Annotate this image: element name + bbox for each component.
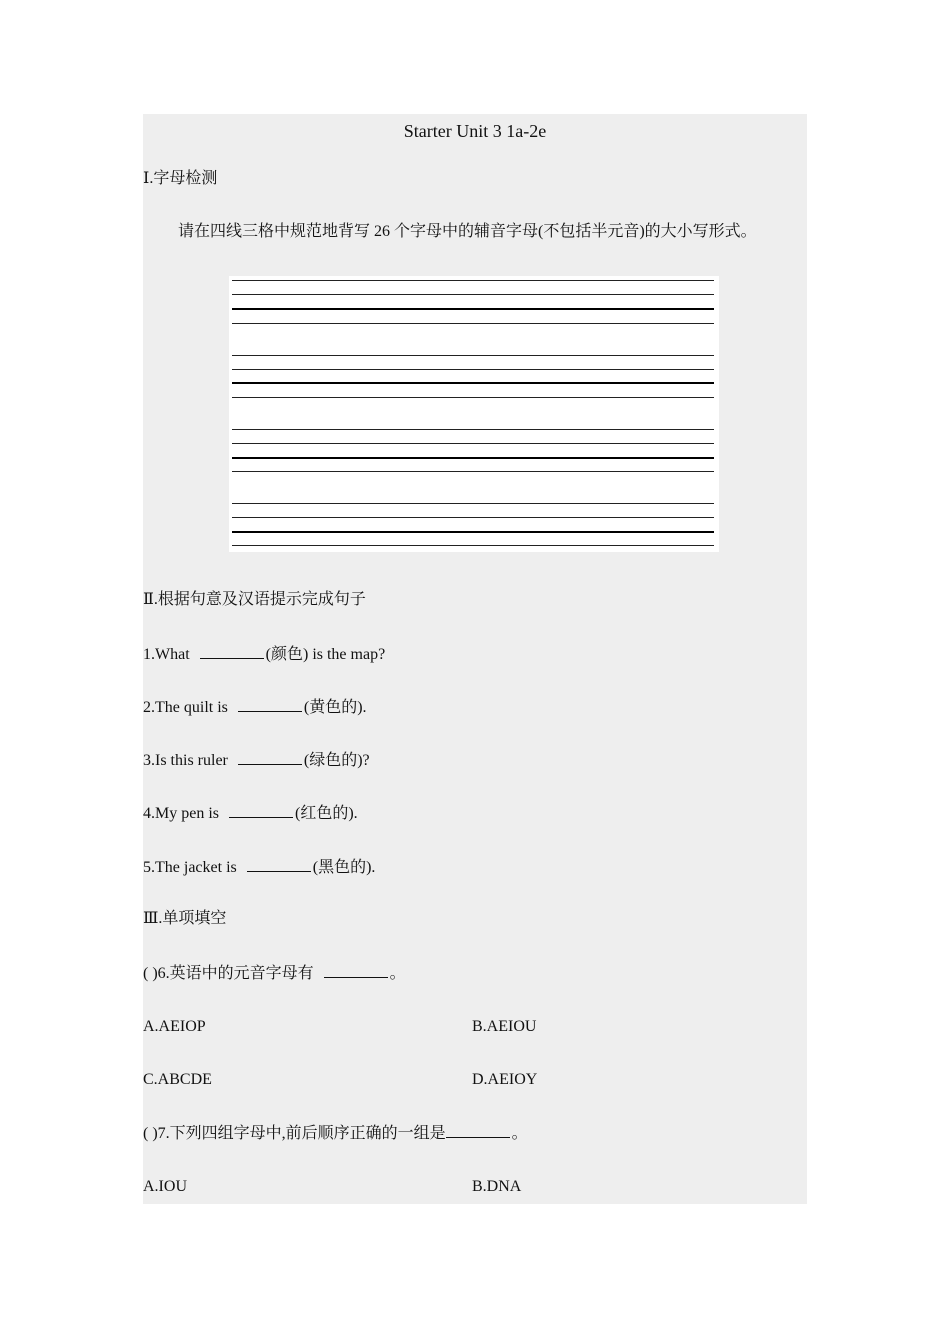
worksheet-panel (143, 114, 807, 1204)
question-5: 5.The jacket is (黑色的). (143, 859, 376, 876)
section-1-heading: Ⅰ.字母检测 (143, 170, 218, 187)
section-1-instruction: 请在四线三格中规范地背写 26 个字母中的辅音字母(不包括半元音)的大小写形式。 (178, 223, 757, 240)
option-6b[interactable]: B.AEIOU (472, 1018, 537, 1035)
answer-blank-1[interactable] (200, 644, 264, 659)
option-6a[interactable]: A.AEIOP (143, 1018, 206, 1035)
question-4: 4.My pen is (红色的). (143, 805, 358, 822)
answer-blank-4[interactable] (229, 803, 293, 818)
question-7-stem: ( )7.下列四组字母中,前后顺序正确的一组是 。 (143, 1125, 528, 1142)
grid-line (232, 429, 714, 430)
grid-line (232, 517, 714, 518)
question-2: 2.The quilt is (黄色的). (143, 699, 367, 716)
answer-blank-7[interactable] (446, 1123, 510, 1138)
answer-blank-5[interactable] (247, 857, 311, 872)
option-7a[interactable]: A.IOU (143, 1178, 187, 1195)
option-6d[interactable]: D.AEIOY (472, 1071, 538, 1088)
grid-line (232, 294, 714, 295)
grid-line (232, 503, 714, 504)
answer-blank-2[interactable] (238, 697, 302, 712)
option-7b[interactable]: B.DNA (472, 1178, 522, 1195)
question-1: 1.What (颜色) is the map? (143, 646, 386, 663)
answer-blank-6[interactable] (324, 963, 388, 978)
grid-line (232, 443, 714, 444)
option-6c[interactable]: C.ABCDE (143, 1071, 212, 1088)
grid-line (232, 280, 714, 281)
grid-line (232, 531, 714, 533)
page-title: Starter Unit 3 1a-2e (403, 121, 547, 141)
grid-line (232, 382, 714, 384)
section-3-heading: Ⅲ.单项填空 (143, 910, 227, 927)
grid-line (232, 369, 714, 370)
grid-line (232, 308, 714, 310)
answer-blank-3[interactable] (238, 750, 302, 765)
question-3: 3.Is this ruler (绿色的)? (143, 752, 370, 769)
grid-line (232, 323, 714, 324)
grid-line (232, 471, 714, 472)
grid-line (232, 457, 714, 459)
section-2-heading: Ⅱ.根据句意及汉语提示完成句子 (143, 591, 366, 608)
four-line-writing-grid[interactable] (229, 276, 719, 552)
grid-line (232, 397, 714, 398)
grid-line (232, 355, 714, 356)
question-6-stem: ( )6.英语中的元音字母有 。 (143, 965, 406, 982)
grid-line (232, 545, 714, 546)
